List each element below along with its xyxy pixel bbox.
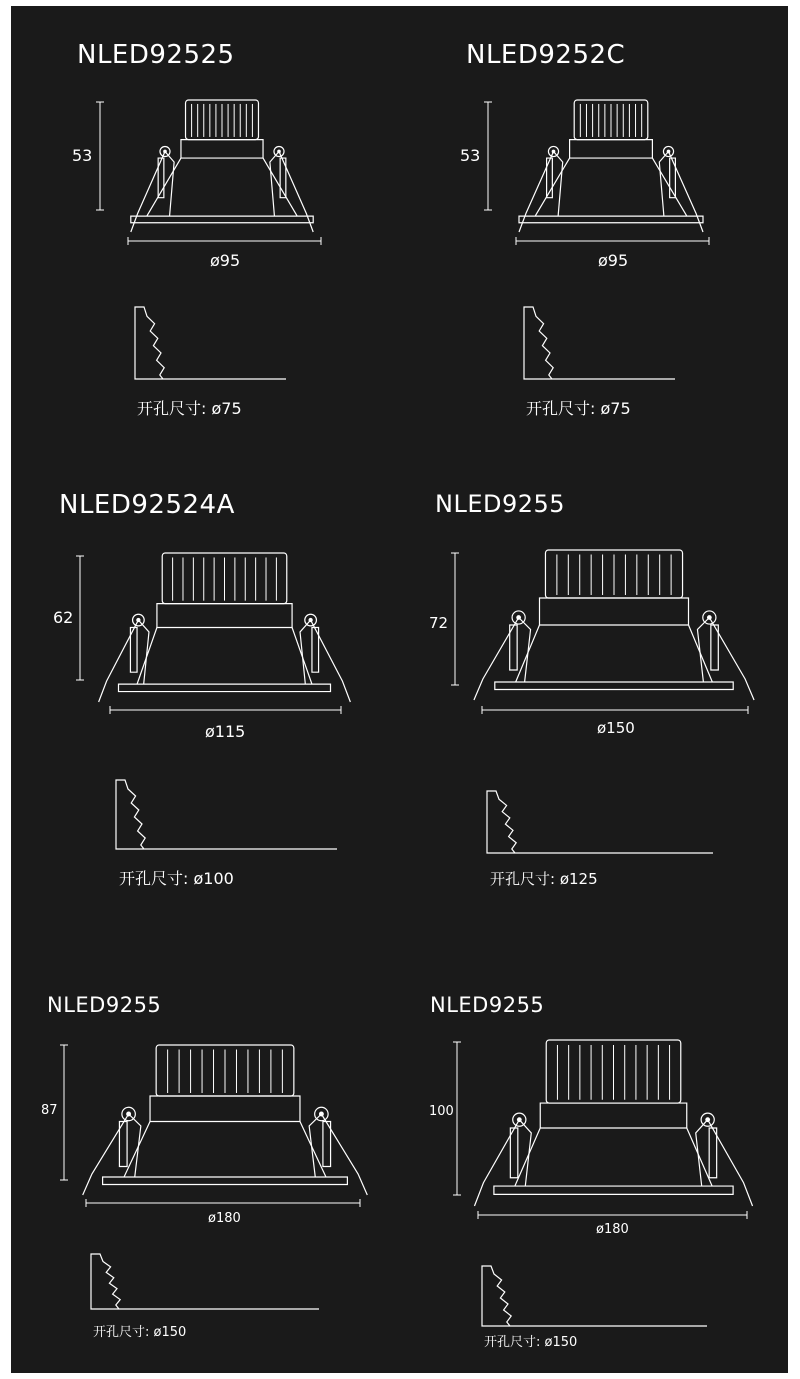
cutout-label: 开孔尺寸: ø150 <box>484 1335 578 1350</box>
diameter-label: ø180 <box>208 1211 241 1226</box>
cutout-label: 开孔尺寸: ø75 <box>526 399 631 418</box>
diameter-label: ø115 <box>205 722 246 741</box>
model-title: NLED9255 <box>47 993 162 1017</box>
diameter-label: ø95 <box>598 251 629 270</box>
model-title: NLED9252C <box>466 40 626 70</box>
cutout-label: 开孔尺寸: ø125 <box>490 870 598 888</box>
height-label: 53 <box>460 146 481 165</box>
diameter-label: ø95 <box>210 251 241 270</box>
height-label: 72 <box>429 614 449 632</box>
model-title: NLED92524A <box>59 490 235 520</box>
height-label: 62 <box>53 608 74 627</box>
cutout-label: 开孔尺寸: ø75 <box>137 399 242 418</box>
model-title: NLED9255 <box>430 993 545 1017</box>
diameter-label: ø150 <box>597 719 635 737</box>
height-label: 87 <box>41 1103 58 1118</box>
cutout-label: 开孔尺寸: ø150 <box>93 1325 187 1340</box>
cutout-label: 开孔尺寸: ø100 <box>119 869 234 888</box>
model-title: NLED9255 <box>435 490 566 518</box>
diameter-label: ø180 <box>596 1222 629 1237</box>
height-label: 53 <box>72 146 93 165</box>
height-label: 100 <box>429 1104 454 1119</box>
spec-sheet <box>11 6 788 1373</box>
model-title: NLED92525 <box>77 40 235 70</box>
